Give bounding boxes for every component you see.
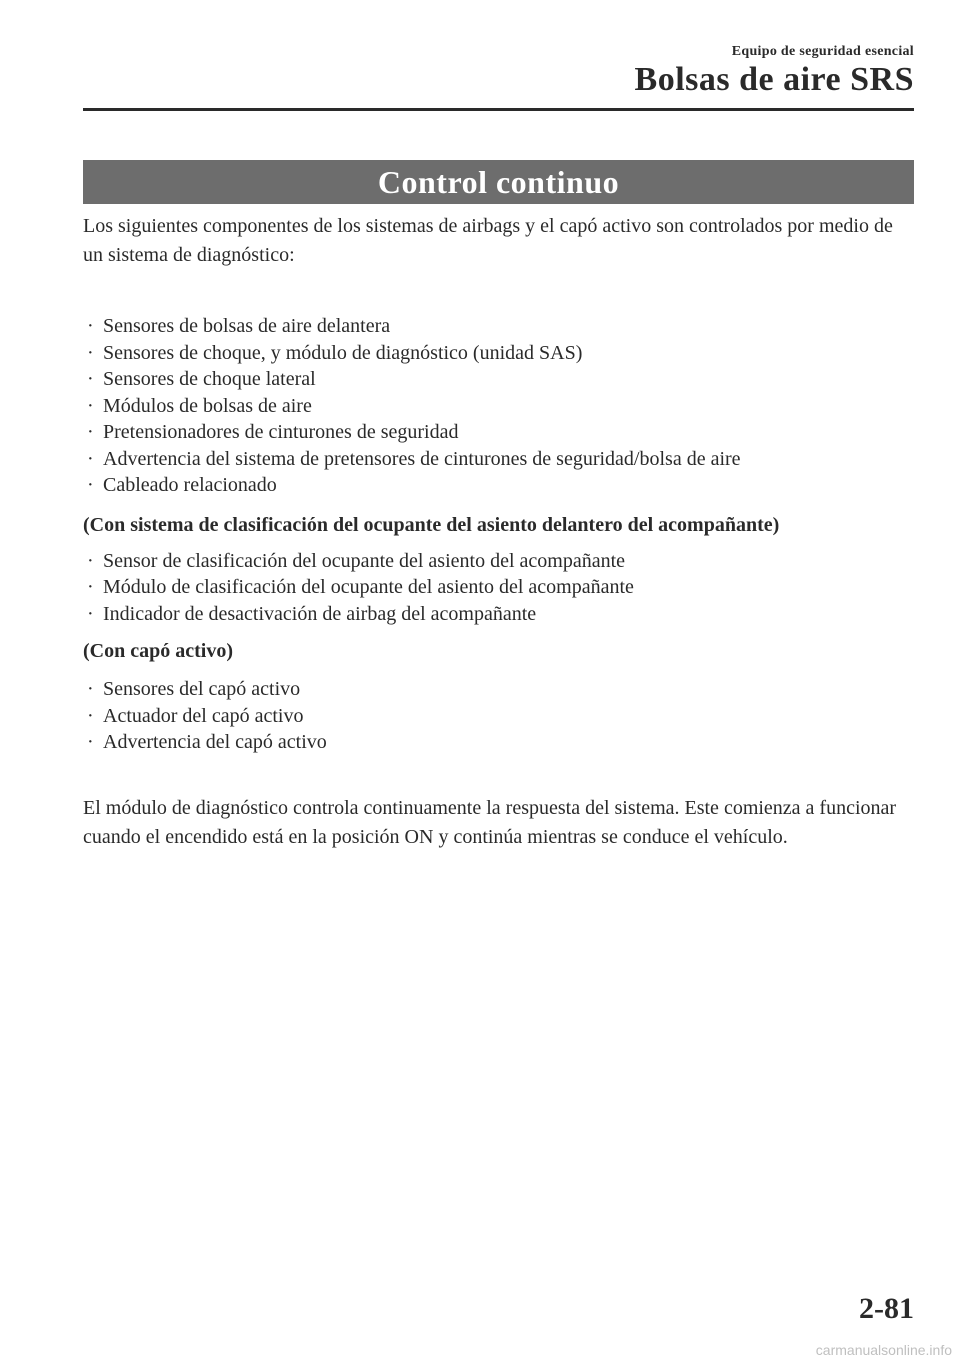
- bullet-icon: ·: [87, 394, 94, 417]
- header-chapter-title: Bolsas de aire SRS: [634, 61, 914, 98]
- page-content: [83, 212, 914, 852]
- list-item: [83, 419, 914, 446]
- page-header: [635, 44, 914, 98]
- list-item-text: Sensor de clasificación del ocupante del asiento del acompañante: [103, 549, 626, 572]
- list-item: [83, 393, 914, 420]
- list-item-text: Sensores de choque, y módulo de diagnóstico (unidad SAS): [103, 341, 583, 364]
- list-item-text: Sensores de choque lateral: [103, 368, 316, 390]
- list-item: [83, 548, 914, 575]
- list-item-text: Advertencia del capó activo: [103, 731, 327, 753]
- list-item: [83, 446, 914, 473]
- header-divider: [83, 108, 914, 111]
- subheading-active-hood: (Con capó activo): [83, 640, 233, 662]
- bullet-icon: ·: [87, 421, 94, 443]
- list-item: [83, 729, 914, 756]
- list-item: [83, 472, 914, 499]
- list-item-text: Cableado relacionado: [103, 474, 277, 496]
- components-list: [83, 313, 914, 499]
- bullet-icon: ·: [87, 678, 94, 700]
- list-item: [83, 703, 914, 730]
- list-item-text: Advertencia del sistema de pretensores de cinturones de seguridad/bolsa de aire: [103, 447, 741, 470]
- list-item: [83, 366, 914, 393]
- bullet-icon: ·: [87, 368, 94, 390]
- page-number: 2-81: [859, 1292, 914, 1325]
- list-item-text: Actuador del capó activo: [103, 704, 304, 727]
- bullet-icon: ·: [87, 341, 94, 364]
- list-item: [83, 676, 914, 703]
- list-item-text: Módulos de bolsas de aire: [103, 394, 312, 417]
- bullet-icon: ·: [87, 602, 94, 625]
- bullet-icon: ·: [87, 704, 94, 727]
- section-banner: Control continuo: [83, 160, 914, 204]
- list-item: [83, 340, 914, 367]
- site-watermark: carmanualsonline.info: [815, 1342, 952, 1358]
- list-item-text: Sensores del capó activo: [103, 678, 301, 700]
- occupant-components-list: [83, 548, 914, 628]
- subheading-occupant-classification: (Con sistema de clasificación del ocupante del asiento delantero del acompañante): [83, 513, 780, 536]
- bullet-icon: ·: [87, 576, 94, 598]
- bullet-icon: ·: [87, 447, 94, 470]
- list-item-text: Sensores de bolsas de aire delantera: [103, 315, 391, 337]
- list-item-text: Pretensionadores de cinturones de seguridad: [103, 421, 459, 443]
- hood-components-list: [83, 676, 914, 756]
- list-item-text: Indicador de desactivación de airbag del acompañante: [103, 602, 537, 625]
- list-item: [83, 574, 914, 601]
- intro-paragraph: Los siguientes componentes de los sistemas de airbags y el capó activo son controlados por medio de un sistema de diagnóstico:: [83, 215, 893, 266]
- bullet-icon: ·: [87, 315, 94, 337]
- bullet-icon: ·: [87, 731, 94, 753]
- list-item: [83, 313, 914, 340]
- bullet-icon: ·: [87, 549, 94, 572]
- header-section-label: Equipo de seguridad esencial: [731, 44, 914, 59]
- bullet-icon: ·: [87, 474, 94, 496]
- list-item-text: Módulo de clasificación del ocupante del asiento del acompañante: [103, 576, 634, 598]
- closing-paragraph: El módulo de diagnóstico controla continuamente la respuesta del sistema. Este comienza a funcionar cuando el encendido está en la posición ON y continúa mientras se conduce el vehículo.: [83, 796, 897, 848]
- list-item: [83, 601, 914, 628]
